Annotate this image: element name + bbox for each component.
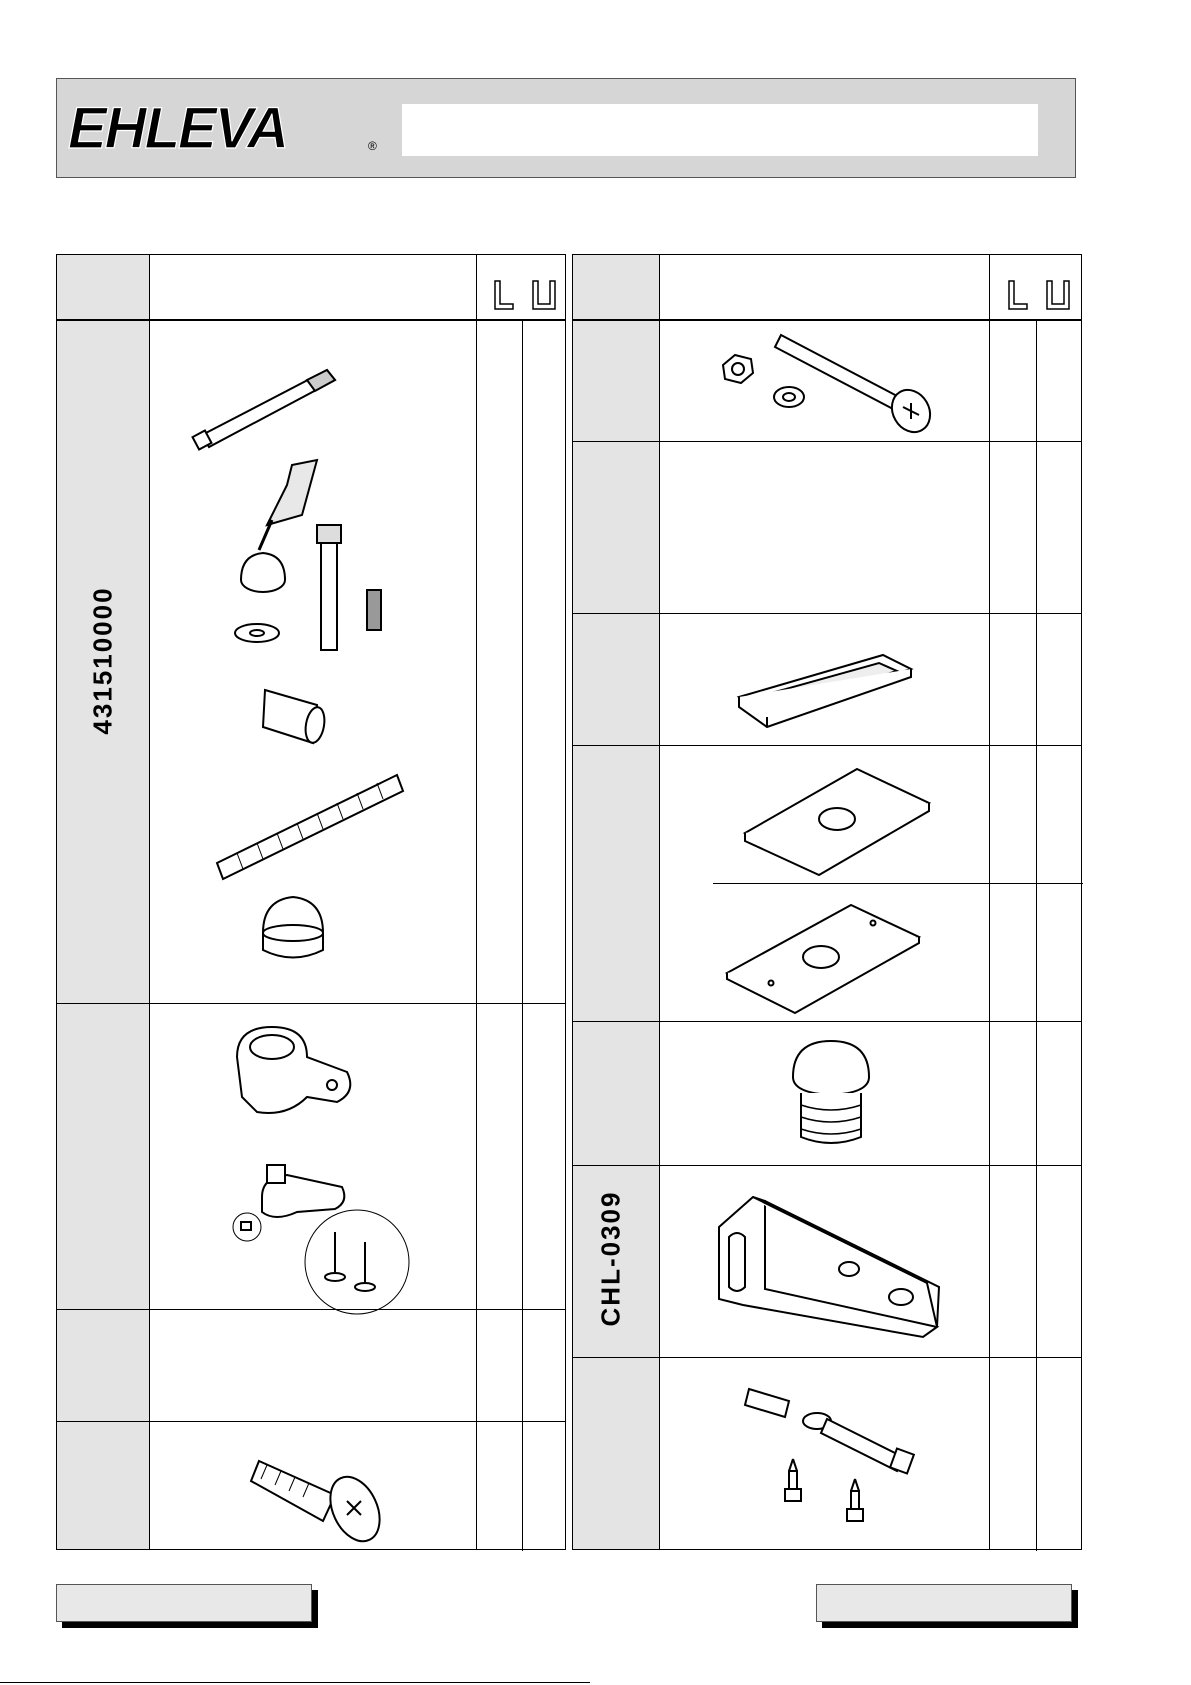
ehleva-logo (68, 96, 378, 161)
footer-right-box (816, 1584, 1072, 1622)
angle-bracket-icon (713, 1187, 953, 1347)
row-code-chl-0309: CHL-0309 (595, 1190, 626, 1327)
l-shape-icon (493, 279, 515, 313)
sleeve-icon (263, 690, 327, 744)
pipe-clamp-drawings (217, 1017, 437, 1307)
cap-washer-bolt-icon (235, 525, 381, 650)
torx-button-screw-icon (247, 1433, 417, 1543)
threaded-rod-icon (217, 775, 403, 879)
bottom-rule (0, 1682, 590, 1683)
flat-plate-icon (723, 901, 923, 1017)
row-code-431510000: 431510000 (87, 586, 118, 735)
clamp-assembly-icon (233, 1165, 409, 1314)
left-parts-table (56, 254, 566, 1550)
right-parts-table (572, 254, 1082, 1550)
pipe-clamp-icon (237, 1027, 350, 1113)
carriage-bolt-nut-washer-icon (713, 325, 953, 435)
anchor-screw-set-icon (743, 1379, 943, 1539)
u-shape-icon (1045, 279, 1071, 313)
left-code-column (57, 255, 149, 1549)
dome-plug-icon (783, 1037, 883, 1157)
anchor-bolt-icon (193, 370, 335, 449)
dome-cap-icon (263, 897, 323, 958)
footer-left-box (56, 1584, 312, 1622)
u-shape-icon (531, 279, 557, 313)
fixing-kit-drawings (197, 325, 457, 995)
header-title-field[interactable] (402, 104, 1038, 156)
bevelled-plate-icon (739, 763, 939, 863)
l-shape-icon (1007, 279, 1029, 313)
wedge-key-icon (259, 460, 317, 550)
registered-mark: ® (368, 139, 377, 153)
brand-name: EHLEVA (68, 96, 287, 161)
recessed-handle-icon (733, 647, 923, 747)
